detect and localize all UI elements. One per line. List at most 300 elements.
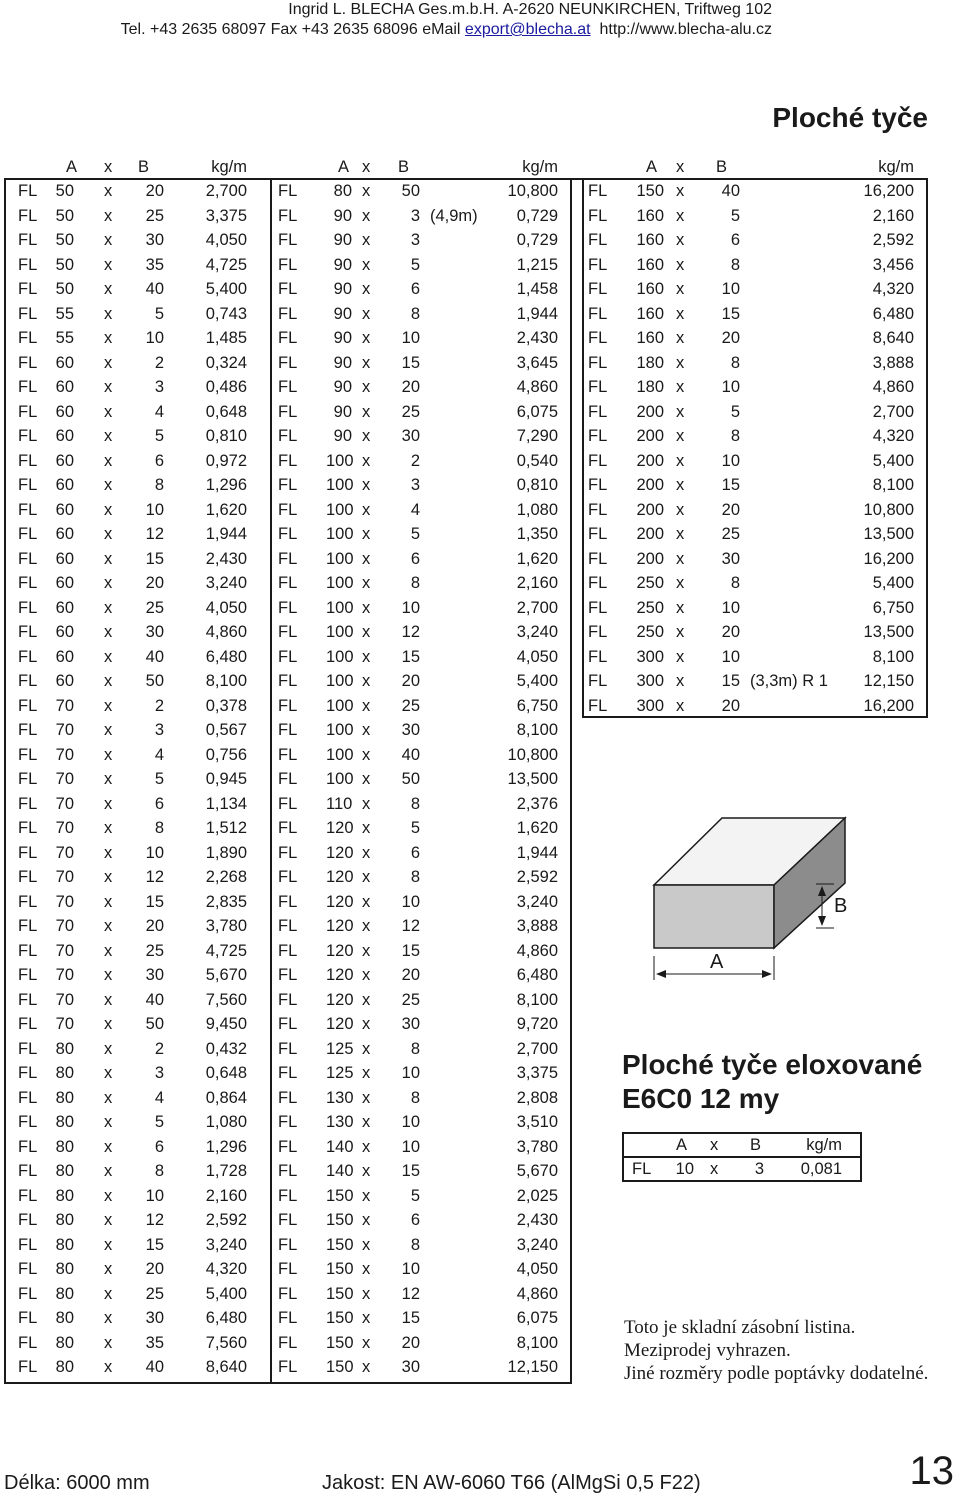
times-sign: x [676, 255, 685, 274]
dimension-b: 2 [154, 353, 164, 372]
dimension-a: 120 [326, 1015, 354, 1033]
profile-code: FL [588, 304, 608, 323]
times-sign: x [104, 672, 113, 690]
dimension-a: 90 [333, 231, 352, 249]
profile-code: FL [588, 623, 608, 641]
dimension-a: 160 [636, 304, 664, 323]
weight-kg-per-m: 4,860 [516, 941, 558, 960]
dimension-b: 10 [721, 451, 740, 470]
dimension-b: 25 [401, 990, 420, 1009]
profile-code: FL [588, 182, 608, 200]
profile-code: FL [278, 1309, 298, 1327]
dimension-b: 6 [410, 1211, 420, 1229]
times-sign: x [104, 868, 113, 886]
profile-code: FL [18, 427, 38, 445]
header-x: x [362, 158, 371, 176]
profile-code: FL [18, 353, 38, 372]
dimension-a: 100 [326, 745, 354, 764]
profile-code: FL [588, 672, 608, 690]
weight-kg-per-m: 4,725 [205, 941, 247, 960]
dimension-a: 50 [55, 231, 74, 249]
dimension-b: 50 [145, 1015, 164, 1033]
dimension-b: 8 [154, 819, 164, 837]
times-sign: x [362, 1309, 371, 1327]
weight-kg-per-m: 4,320 [872, 280, 914, 298]
weight-kg-per-m: 3,375 [205, 206, 247, 225]
dimension-b: 15 [145, 892, 164, 911]
dimension-a: 100 [326, 770, 354, 788]
times-sign: x [362, 1113, 371, 1131]
times-sign: x [362, 1162, 371, 1180]
weight-kg-per-m: 5,400 [205, 280, 247, 298]
weight-kg-per-m: 3,510 [516, 1113, 558, 1131]
weight-kg-per-m: 0,972 [205, 451, 247, 470]
times-sign: x [676, 549, 685, 568]
dimension-b: 4 [410, 500, 420, 519]
dimension-a: 80 [55, 1039, 74, 1058]
times-sign: x [104, 304, 113, 323]
dimension-b: 15 [401, 941, 420, 960]
dimension-b: 8 [410, 1039, 420, 1058]
dimension-b: 6 [410, 843, 420, 862]
dimension-a: 300 [636, 672, 664, 690]
times-sign: x [104, 794, 113, 813]
weight-kg-per-m: 4,860 [205, 623, 247, 641]
profile-code: FL [588, 500, 608, 519]
dimension-a: 180 [636, 353, 664, 372]
profile-code: FL [18, 1088, 38, 1107]
dimension-a: 150 [326, 1235, 354, 1254]
header-a: A [676, 1136, 688, 1154]
profile-code: FL [278, 402, 298, 421]
weight-kg-per-m: 0,081 [800, 1160, 842, 1178]
times-sign: x [362, 892, 371, 911]
weight-kg-per-m: 1,134 [205, 794, 247, 813]
times-sign: x [104, 1162, 113, 1180]
dimension-b: 20 [401, 672, 420, 690]
weight-kg-per-m: 2,376 [516, 794, 558, 813]
weight-kg-per-m: 0,567 [205, 721, 247, 739]
dimension-b: 4 [154, 745, 164, 764]
dimension-b: 40 [145, 647, 164, 666]
profile-code: FL [18, 696, 38, 715]
times-sign: x [676, 182, 685, 200]
dimension-b: 15 [401, 353, 420, 372]
dimension-a: 70 [55, 843, 74, 862]
dimension-b: 30 [145, 623, 164, 641]
profile-code: FL [18, 1284, 38, 1303]
dimension-a: 70 [55, 917, 74, 935]
times-sign: x [362, 966, 371, 984]
dimension-a: 100 [326, 721, 354, 739]
dimension-b: 12 [145, 868, 164, 886]
times-sign: x [104, 745, 113, 764]
note-line2: Meziprodej vyhrazen. [624, 1340, 791, 1361]
profile-code: FL [18, 402, 38, 421]
dimension-a: 60 [55, 647, 74, 666]
times-sign: x [362, 623, 371, 641]
weight-kg-per-m: 1,728 [205, 1162, 247, 1180]
dimension-a: 100 [326, 500, 354, 519]
profile-code: FL [18, 941, 38, 960]
times-sign: x [676, 574, 685, 592]
dimension-a: 70 [55, 990, 74, 1009]
times-sign: x [676, 696, 685, 715]
dimension-b: 20 [721, 500, 740, 519]
times-sign: x [104, 647, 113, 666]
times-sign: x [104, 500, 113, 519]
weight-kg-per-m: 1,458 [516, 280, 558, 298]
header-a: A [646, 158, 658, 176]
weight-kg-per-m: 2,808 [516, 1088, 558, 1107]
profile-code: FL [278, 1186, 298, 1205]
dimension-b: 25 [721, 525, 740, 543]
weight-kg-per-m: 3,240 [516, 1235, 558, 1254]
weight-kg-per-m: 4,050 [205, 231, 247, 249]
times-sign: x [104, 990, 113, 1009]
times-sign: x [362, 1333, 371, 1352]
weight-kg-per-m: 7,560 [205, 1333, 247, 1352]
header-b: B [750, 1136, 762, 1154]
times-sign: x [362, 745, 371, 764]
dimension-b: 25 [145, 941, 164, 960]
weight-kg-per-m: 16,200 [863, 696, 914, 715]
times-sign: x [104, 1137, 113, 1156]
profile-code: FL [278, 525, 298, 543]
dimension-b: 8 [410, 574, 420, 592]
contact-line [121, 20, 772, 40]
profile-code: FL [588, 255, 608, 274]
times-sign: x [104, 231, 113, 249]
times-sign: x [362, 402, 371, 421]
dimension-b: 12 [401, 623, 420, 641]
profile-code: FL [278, 1162, 298, 1180]
dimension-a: 50 [55, 206, 74, 225]
profile-code: FL [18, 794, 38, 813]
weight-kg-per-m: 0,743 [205, 304, 247, 323]
profile-code: FL [278, 182, 298, 200]
profile-code: FL [18, 1162, 38, 1180]
stock-note [624, 1316, 928, 1385]
profile-code: FL [278, 500, 298, 519]
profile-code: FL [278, 598, 298, 617]
weight-kg-per-m: 2,160 [516, 574, 558, 592]
row-note: (3,3m) R 1 [750, 672, 828, 690]
weight-kg-per-m: 0,756 [205, 745, 247, 764]
header-a: A [338, 158, 350, 176]
dimension-a: 100 [326, 451, 354, 470]
weight-kg-per-m: 1,080 [516, 500, 558, 519]
dimension-b: 3 [410, 231, 420, 249]
dimension-a: 80 [55, 1113, 74, 1131]
dimension-b: 10 [721, 280, 740, 298]
page-number: 13 [909, 1449, 954, 1493]
dimension-a: 150 [326, 1186, 354, 1205]
dimension-a: 10 [675, 1160, 694, 1178]
dimension-b: 25 [401, 402, 420, 421]
contact-prefix: Tel. +43 2635 68097 Fax +43 2635 68096 eMail [120, 21, 465, 38]
dimension-b: 10 [145, 500, 164, 519]
weight-kg-per-m: 8,100 [516, 1333, 558, 1352]
dimension-a: 80 [55, 1309, 74, 1327]
email-link[interactable]: export@blecha.at [464, 21, 591, 38]
profile-code: FL [278, 1113, 298, 1131]
profile-code: FL [278, 892, 298, 911]
company-line: Ingrid L. BLECHA Ges.m.b.H. A-2620 NEUNKIRCHEN, Triftweg 102 [288, 1, 772, 18]
times-sign: x [104, 770, 113, 788]
profile-code: FL [278, 329, 298, 347]
times-sign: x [362, 696, 371, 715]
profile-code: FL [588, 525, 608, 543]
times-sign: x [676, 304, 685, 323]
dimension-b: 30 [401, 1358, 420, 1376]
dimension-a: 80 [55, 1162, 74, 1180]
weight-kg-per-m: 1,944 [205, 525, 247, 543]
dimension-b: 30 [401, 427, 420, 445]
weight-kg-per-m: 1,944 [516, 843, 558, 862]
profile-code: FL [18, 770, 38, 788]
times-sign: x [362, 1039, 371, 1058]
dimension-b: 10 [401, 1137, 420, 1156]
dimension-a: 150 [326, 1333, 354, 1352]
dimension-a: 180 [636, 378, 664, 396]
dimension-b: 50 [401, 770, 420, 788]
profile-code: FL [18, 1333, 38, 1352]
weight-kg-per-m: 12,150 [507, 1358, 558, 1376]
times-sign: x [104, 1015, 113, 1033]
dimension-b: 20 [145, 574, 164, 592]
weight-kg-per-m: 0,324 [205, 353, 247, 372]
profile-code: FL [278, 990, 298, 1009]
dimension-a: 60 [55, 672, 74, 690]
dimension-a: 80 [55, 1064, 74, 1082]
profile-code: FL [18, 378, 38, 396]
times-sign: x [362, 451, 371, 470]
dimension-a: 200 [636, 549, 664, 568]
dimension-a: 200 [636, 476, 664, 494]
dimension-b: 50 [401, 182, 420, 200]
times-sign: x [362, 329, 371, 347]
weight-kg-per-m: 3,240 [516, 892, 558, 911]
weight-kg-per-m: 2,592 [516, 868, 558, 886]
times-sign: x [104, 696, 113, 715]
times-sign: x [362, 1211, 371, 1229]
profile-code: FL [278, 770, 298, 788]
dimension-b: 20 [145, 182, 164, 200]
times-sign: x [104, 1211, 113, 1229]
dimension-a: 60 [55, 525, 74, 543]
profile-code: FL [278, 1015, 298, 1033]
profile-code: FL [588, 696, 608, 715]
weight-kg-per-m: 3,888 [872, 353, 914, 372]
times-sign: x [362, 770, 371, 788]
profile-code: FL [588, 427, 608, 445]
weight-kg-per-m: 1,296 [205, 476, 247, 494]
profile-code: FL [278, 427, 298, 445]
profile-code: FL [588, 549, 608, 568]
weight-kg-per-m: 1,080 [205, 1113, 247, 1131]
dimension-a: 125 [326, 1039, 354, 1058]
note-line1: Toto je skladní zásobní listina. [624, 1317, 856, 1338]
times-sign: x [104, 378, 113, 396]
dimension-b: 30 [401, 1015, 420, 1033]
times-sign: x [362, 574, 371, 592]
weight-kg-per-m: 16,200 [863, 182, 914, 200]
dimension-b: 30 [145, 966, 164, 984]
dimension-b: 20 [145, 1260, 164, 1278]
times-sign: x [104, 598, 113, 617]
profile-code: FL [278, 868, 298, 886]
dimension-b: 30 [145, 231, 164, 249]
weight-kg-per-m: 2,268 [205, 868, 247, 886]
profile-code: FL [18, 1235, 38, 1254]
dimension-a: 60 [55, 574, 74, 592]
dimension-b: 25 [145, 206, 164, 225]
times-sign: x [362, 1186, 371, 1205]
profile-code: FL [18, 892, 38, 911]
dimension-b: 2 [410, 451, 420, 470]
times-sign: x [362, 647, 371, 666]
weight-kg-per-m: 8,100 [872, 647, 914, 666]
profile-code: FL [18, 451, 38, 470]
dimension-b: 10 [721, 378, 740, 396]
weight-kg-per-m: 2,700 [205, 182, 247, 200]
dimension-a: 80 [55, 1358, 74, 1376]
dimension-a: 60 [55, 353, 74, 372]
weight-kg-per-m: 6,075 [516, 402, 558, 421]
times-sign: x [362, 182, 371, 200]
times-sign: x [362, 378, 371, 396]
weight-kg-per-m: 8,100 [516, 990, 558, 1009]
dimension-b: 12 [401, 1284, 420, 1303]
weight-kg-per-m: 3,240 [516, 623, 558, 641]
dimension-b: 15 [721, 304, 740, 323]
profile-code: FL [588, 280, 608, 298]
weight-kg-per-m: 16,200 [863, 549, 914, 568]
dimension-b: 15 [721, 672, 740, 690]
dimension-a: 90 [333, 304, 352, 323]
dimension-a: 110 [326, 794, 353, 813]
profile-code: FL [588, 647, 608, 666]
weight-kg-per-m: 1,620 [516, 549, 558, 568]
header-kg: kg/m [806, 1136, 842, 1154]
weight-kg-per-m: 1,350 [516, 525, 558, 543]
profile-code: FL [18, 1186, 38, 1205]
weight-kg-per-m: 3,780 [516, 1137, 558, 1156]
dimension-b: 10 [401, 1260, 420, 1278]
times-sign: x [104, 255, 113, 274]
dimension-b: 15 [721, 476, 740, 494]
web-link[interactable]: http://www.blecha-alu.cz [599, 21, 772, 38]
dimension-b: 30 [145, 1309, 164, 1327]
dimension-a: 70 [55, 941, 74, 960]
weight-kg-per-m: 2,592 [205, 1211, 247, 1229]
dimension-b: 8 [410, 1235, 420, 1254]
dimension-a: 120 [326, 917, 354, 935]
company-header [121, 0, 772, 40]
dimension-b: 15 [401, 1162, 420, 1180]
dimension-b: 10 [721, 598, 740, 617]
times-sign: x [104, 1064, 113, 1082]
header-kg: kg/m [211, 158, 247, 176]
dimension-a: 80 [55, 1260, 74, 1278]
dimension-a: 120 [326, 966, 354, 984]
profile-code: FL [278, 721, 298, 739]
profile-code: FL [18, 647, 38, 666]
length-label: Délka: 6000 mm [4, 1472, 150, 1494]
dimension-a: 60 [55, 598, 74, 617]
dimension-b: 3 [410, 476, 420, 494]
dimension-b: 5 [410, 819, 420, 837]
times-sign: x [676, 500, 685, 519]
profile-code: FL [278, 647, 298, 666]
times-sign: x [104, 280, 113, 298]
dimension-a: 100 [326, 647, 354, 666]
weight-kg-per-m: 13,500 [863, 623, 914, 641]
times-sign: x [676, 672, 685, 690]
anodized-title [622, 1048, 922, 1116]
dimension-a: 100 [326, 696, 354, 715]
dimension-b: 10 [401, 1113, 420, 1131]
times-sign: x [362, 525, 371, 543]
profile-code: FL [588, 231, 608, 249]
dimension-a: 80 [55, 1284, 74, 1303]
profile-code: FL [588, 476, 608, 494]
dimension-b: 20 [145, 917, 164, 935]
dimension-a: 160 [636, 231, 664, 249]
weight-kg-per-m: 6,750 [872, 598, 914, 617]
weight-kg-per-m: 5,400 [872, 451, 914, 470]
times-sign: x [362, 672, 371, 690]
dimension-a: 100 [326, 525, 354, 543]
times-sign: x [362, 1137, 371, 1156]
profile-code: FL [278, 1260, 298, 1278]
profile-code: FL [18, 476, 38, 494]
dimension-a: 90 [333, 427, 352, 445]
dimension-b: 8 [154, 1162, 164, 1180]
profile-code: FL [278, 1235, 298, 1254]
weight-kg-per-m: 3,645 [516, 353, 558, 372]
weight-kg-per-m: 8,100 [872, 476, 914, 494]
profile-code: FL [18, 745, 38, 764]
dimension-b: 2 [154, 696, 164, 715]
profile-code: FL [278, 1358, 298, 1376]
weight-kg-per-m: 0,945 [205, 770, 247, 788]
dimension-a: 160 [636, 329, 664, 347]
profile-code: FL [588, 378, 608, 396]
profile-code: FL [18, 819, 38, 837]
times-sign: x [362, 304, 371, 323]
dimension-a: 50 [55, 182, 74, 200]
dimension-b: 8 [410, 1088, 420, 1107]
dimension-b: 5 [410, 1186, 420, 1205]
dimension-a: 300 [636, 647, 664, 666]
profile-code: FL [278, 280, 298, 298]
dimension-a: 250 [636, 598, 664, 617]
dimension-a: 70 [55, 745, 74, 764]
times-sign: x [104, 892, 113, 911]
profile-code: FL [18, 966, 38, 984]
times-sign: x [104, 1113, 113, 1131]
times-sign: x [362, 231, 371, 249]
dimension-b: 10 [145, 1186, 164, 1205]
times-sign: x [676, 476, 685, 494]
weight-kg-per-m: 4,050 [516, 647, 558, 666]
dimension-b: 40 [721, 182, 740, 200]
dimension-b: 30 [721, 549, 740, 568]
times-sign: x [104, 1088, 113, 1107]
profile-code: FL [278, 1039, 298, 1058]
